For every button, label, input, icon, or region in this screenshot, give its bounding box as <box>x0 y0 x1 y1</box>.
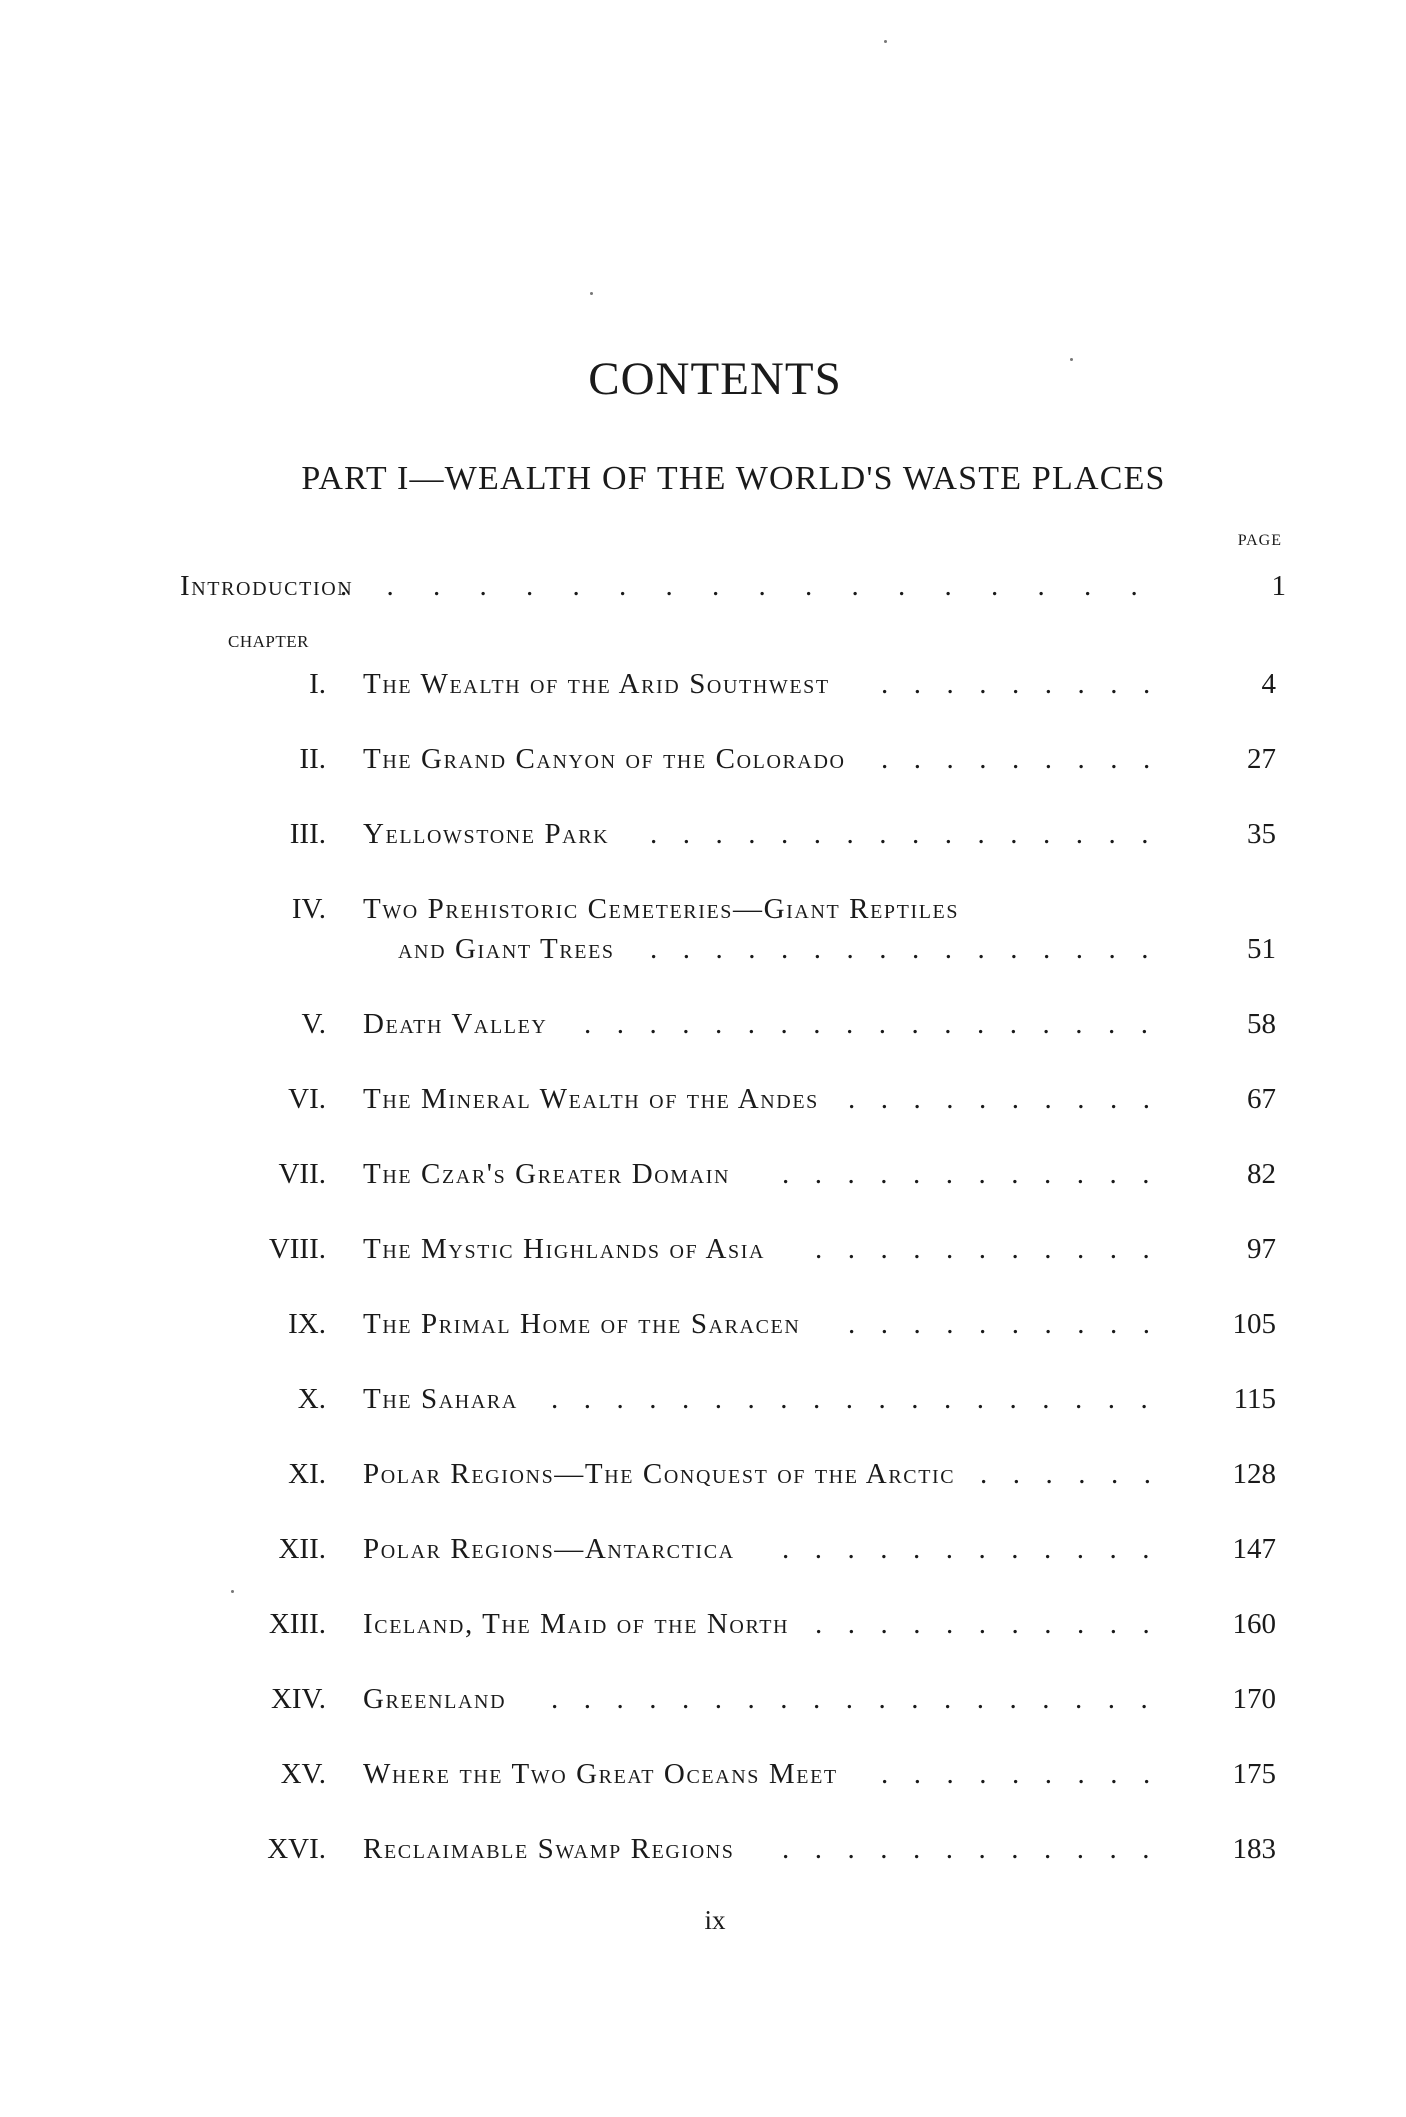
chapter-numeral: VI. <box>288 1083 326 1115</box>
entry-page: 160 <box>1232 1608 1276 1640</box>
entry-page: 67 <box>1247 1083 1276 1115</box>
chapter-numeral: VII. <box>278 1158 326 1190</box>
toc-entry[interactable] <box>0 1458 1406 1498</box>
entry-page: 170 <box>1232 1683 1276 1715</box>
toc-entry[interactable] <box>0 1158 1406 1198</box>
dot-leader: . . . . . . . . . . . . . . . . . . <box>340 570 1154 602</box>
toc-entry[interactable] <box>0 1383 1406 1423</box>
dot-leader: ......... <box>881 1758 1176 1790</box>
toc-entry[interactable] <box>0 743 1406 783</box>
chapter-numeral: VIII. <box>268 1233 326 1265</box>
entry-title-continuation: and Giant Trees <box>398 933 615 965</box>
dot-leader: ................... <box>551 1683 1174 1715</box>
entry-title: Where the Two Great Oceans Meet <box>363 1758 838 1790</box>
entry-title: Introduction <box>180 570 354 602</box>
toc-entry-introduction[interactable] <box>180 570 1286 606</box>
entry-title: Yellowstone Park <box>363 818 610 850</box>
toc-entry[interactable] <box>0 1008 1406 1048</box>
scan-speck <box>231 1590 234 1593</box>
entry-page: 82 <box>1247 1158 1276 1190</box>
entry-page: 97 <box>1247 1233 1276 1265</box>
entry-page: 27 <box>1247 743 1276 775</box>
scan-speck <box>1070 358 1073 361</box>
toc-entry[interactable] <box>0 1833 1406 1873</box>
entry-page: 58 <box>1247 1008 1276 1040</box>
scan-speck <box>590 292 593 295</box>
chapter-numeral: III. <box>289 818 326 850</box>
entry-page: 1 <box>1271 570 1286 602</box>
chapter-numeral: X. <box>297 1383 326 1415</box>
entry-title: Reclaimable Swamp Regions <box>363 1833 735 1865</box>
chapter-numeral: XII. <box>278 1533 326 1565</box>
dot-leader: ............ <box>782 1833 1175 1865</box>
chapter-numeral: II. <box>299 743 326 775</box>
entry-title: Two Prehistoric Cemeteries—Giant Reptiles <box>363 893 960 925</box>
dot-leader: ......... <box>881 668 1176 700</box>
entry-page: 175 <box>1232 1758 1276 1790</box>
entry-title: Polar Regions—Antarctica <box>363 1533 735 1565</box>
entry-title: The Grand Canyon of the Colorado <box>363 743 846 775</box>
toc-entry[interactable] <box>0 1608 1406 1648</box>
dot-leader: ............ <box>782 1533 1175 1565</box>
chapter-numeral: IV. <box>291 893 326 925</box>
entry-title: The Primal Home of the Saracen <box>363 1308 801 1340</box>
page-column-label: PAGE <box>1237 532 1282 549</box>
toc-entry[interactable] <box>0 1083 1406 1123</box>
chapter-numeral: XIV. <box>270 1683 326 1715</box>
entry-title: The Wealth of the Arid Southwest <box>363 668 830 700</box>
toc-entry[interactable] <box>0 818 1406 858</box>
dot-leader: ........... <box>815 1608 1176 1640</box>
scan-speck <box>884 40 887 43</box>
dot-leader: .......... <box>848 1083 1176 1115</box>
entry-page: 51 <box>1247 933 1276 965</box>
toc-entry[interactable] <box>0 1233 1406 1273</box>
entry-title: The Czar's Greater Domain <box>363 1158 731 1190</box>
entry-title: The Sahara <box>363 1383 518 1415</box>
chapter-numeral: IX. <box>288 1308 326 1340</box>
chapter-numeral: XV. <box>280 1758 326 1790</box>
dot-leader: ......... <box>881 743 1176 775</box>
entry-title: Death Valley <box>363 1008 548 1040</box>
entry-title: Polar Regions—The Conquest of the Arctic <box>363 1458 956 1490</box>
entry-title: Greenland <box>363 1683 507 1715</box>
toc-entry[interactable] <box>0 1758 1406 1798</box>
dot-leader: ................ <box>650 818 1174 850</box>
chapter-numeral: I. <box>309 668 326 700</box>
part-heading: PART I—WEALTH OF THE WORLD'S WASTE PLACES <box>301 460 1166 497</box>
chapter-numeral: XIII. <box>268 1608 326 1640</box>
entry-page: 128 <box>1232 1458 1276 1490</box>
entry-page: 183 <box>1232 1833 1276 1865</box>
dot-leader: ............ <box>782 1158 1175 1190</box>
dot-leader: .......... <box>848 1308 1176 1340</box>
toc-entry[interactable] <box>0 1308 1406 1348</box>
entry-page: 147 <box>1232 1533 1276 1565</box>
entry-title: The Mystic Highlands of Asia <box>363 1233 766 1265</box>
toc-entry[interactable] <box>0 893 1406 965</box>
entry-title: Iceland, The Maid of the North <box>363 1608 790 1640</box>
dot-leader: .................. <box>584 1008 1174 1040</box>
toc-entry[interactable] <box>0 668 1406 708</box>
chapter-column-label: CHAPTER <box>228 632 309 651</box>
entry-title: The Mineral Wealth of the Andes <box>363 1083 819 1115</box>
entry-page: 4 <box>1261 668 1276 700</box>
chapter-numeral: XVI. <box>267 1833 326 1865</box>
chapter-numeral: V. <box>301 1008 326 1040</box>
entry-page: 105 <box>1232 1308 1276 1340</box>
dot-leader: ................ <box>650 933 1174 965</box>
entry-page: 115 <box>1233 1383 1276 1415</box>
chapter-numeral: XI. <box>288 1458 326 1490</box>
toc-entry[interactable] <box>0 1683 1406 1723</box>
dot-leader: ...... <box>980 1458 1177 1490</box>
dot-leader: ........... <box>815 1233 1176 1265</box>
dot-leader: ................... <box>551 1383 1174 1415</box>
page-title: CONTENTS <box>588 353 842 405</box>
entry-page: 35 <box>1247 818 1276 850</box>
page-folio: ix <box>704 1905 726 1935</box>
toc-entry[interactable] <box>0 1533 1406 1573</box>
